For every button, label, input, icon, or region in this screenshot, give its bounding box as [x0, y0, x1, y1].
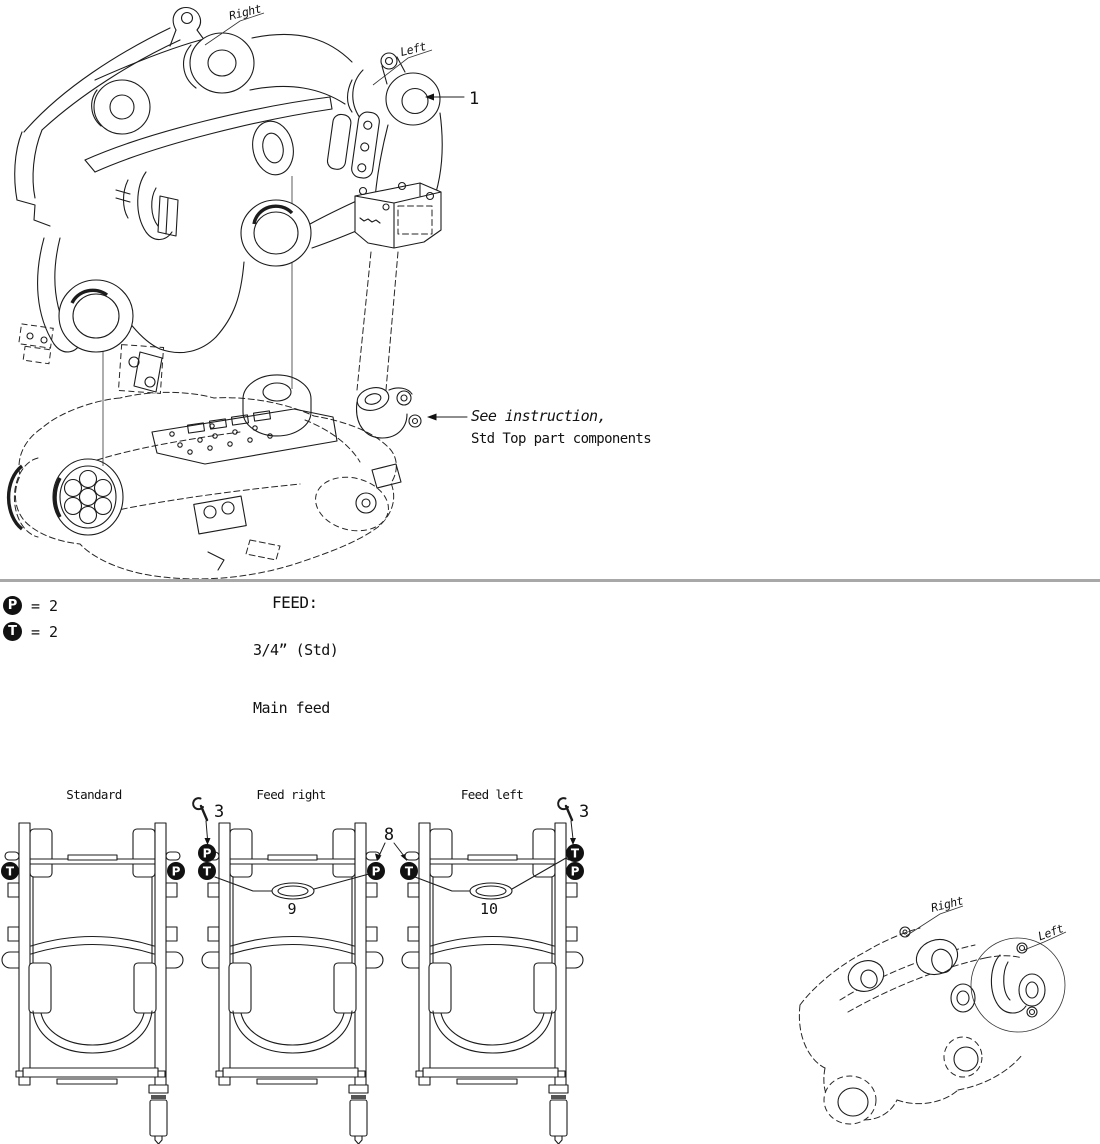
instruction-note: [427, 407, 651, 447]
fitting-callout-10: 10: [479, 900, 499, 918]
schematic-feed-left: [400, 787, 589, 1144]
svg-text:T: T: [202, 864, 212, 879]
svg-text:T: T: [404, 864, 414, 879]
feed-heading: FEED:: [272, 593, 318, 612]
feed-size: 3/4” (Std): [253, 641, 339, 659]
drill-body-drawing: [9, 324, 401, 579]
p-port-badge: P: [3, 596, 22, 615]
feed-schematics: [0, 780, 620, 1144]
svg-text:P: P: [171, 864, 181, 879]
svg-text:Left: Left: [1035, 921, 1066, 944]
svg-text:Right: Right: [227, 1, 263, 23]
legend-t-row: [3, 622, 58, 641]
section-divider: [0, 579, 1100, 582]
schematic-standard: [1, 787, 185, 1144]
svg-text:T: T: [570, 846, 580, 861]
t-port-count: = 2: [31, 622, 59, 641]
bottom-detail-drawing: [780, 895, 1100, 1144]
svg-text:P: P: [202, 846, 212, 861]
svg-text:1: 1: [469, 89, 480, 109]
detail-bubble: [971, 938, 1065, 1032]
svg-text:8: 8: [383, 825, 395, 845]
left-label: [1036, 921, 1066, 943]
legend-p-row: [3, 596, 58, 615]
svg-text:Feed left: Feed left: [460, 787, 524, 802]
svg-text:P: P: [371, 864, 381, 879]
t-port-badge: T: [3, 622, 22, 641]
svg-text:Left: Left: [398, 39, 428, 60]
svg-text:Std Top part components: Std Top part components: [471, 431, 652, 447]
svg-text:P: P: [570, 864, 580, 879]
pair-callout-8: [375, 825, 407, 861]
svg-text:Feed right: Feed right: [256, 787, 326, 802]
feed-name: Main feed: [253, 699, 330, 717]
svg-text:See instruction,: See instruction,: [471, 407, 606, 425]
svg-text:Right: Right: [929, 893, 965, 915]
top-assembly-drawing: [0, 0, 660, 585]
svg-text:Standard: Standard: [66, 787, 122, 802]
svg-text:3: 3: [214, 802, 225, 822]
svg-text:3: 3: [579, 802, 590, 822]
left-label: [399, 39, 428, 59]
schematic-feed-right: [193, 787, 407, 1144]
p-port-count: = 2: [31, 596, 59, 615]
cradle-ghost-drawing: [799, 927, 1065, 1124]
fitting-callout-9: 9: [287, 900, 297, 918]
cradle-drawing: [15, 8, 442, 466]
svg-text:T: T: [5, 864, 15, 879]
